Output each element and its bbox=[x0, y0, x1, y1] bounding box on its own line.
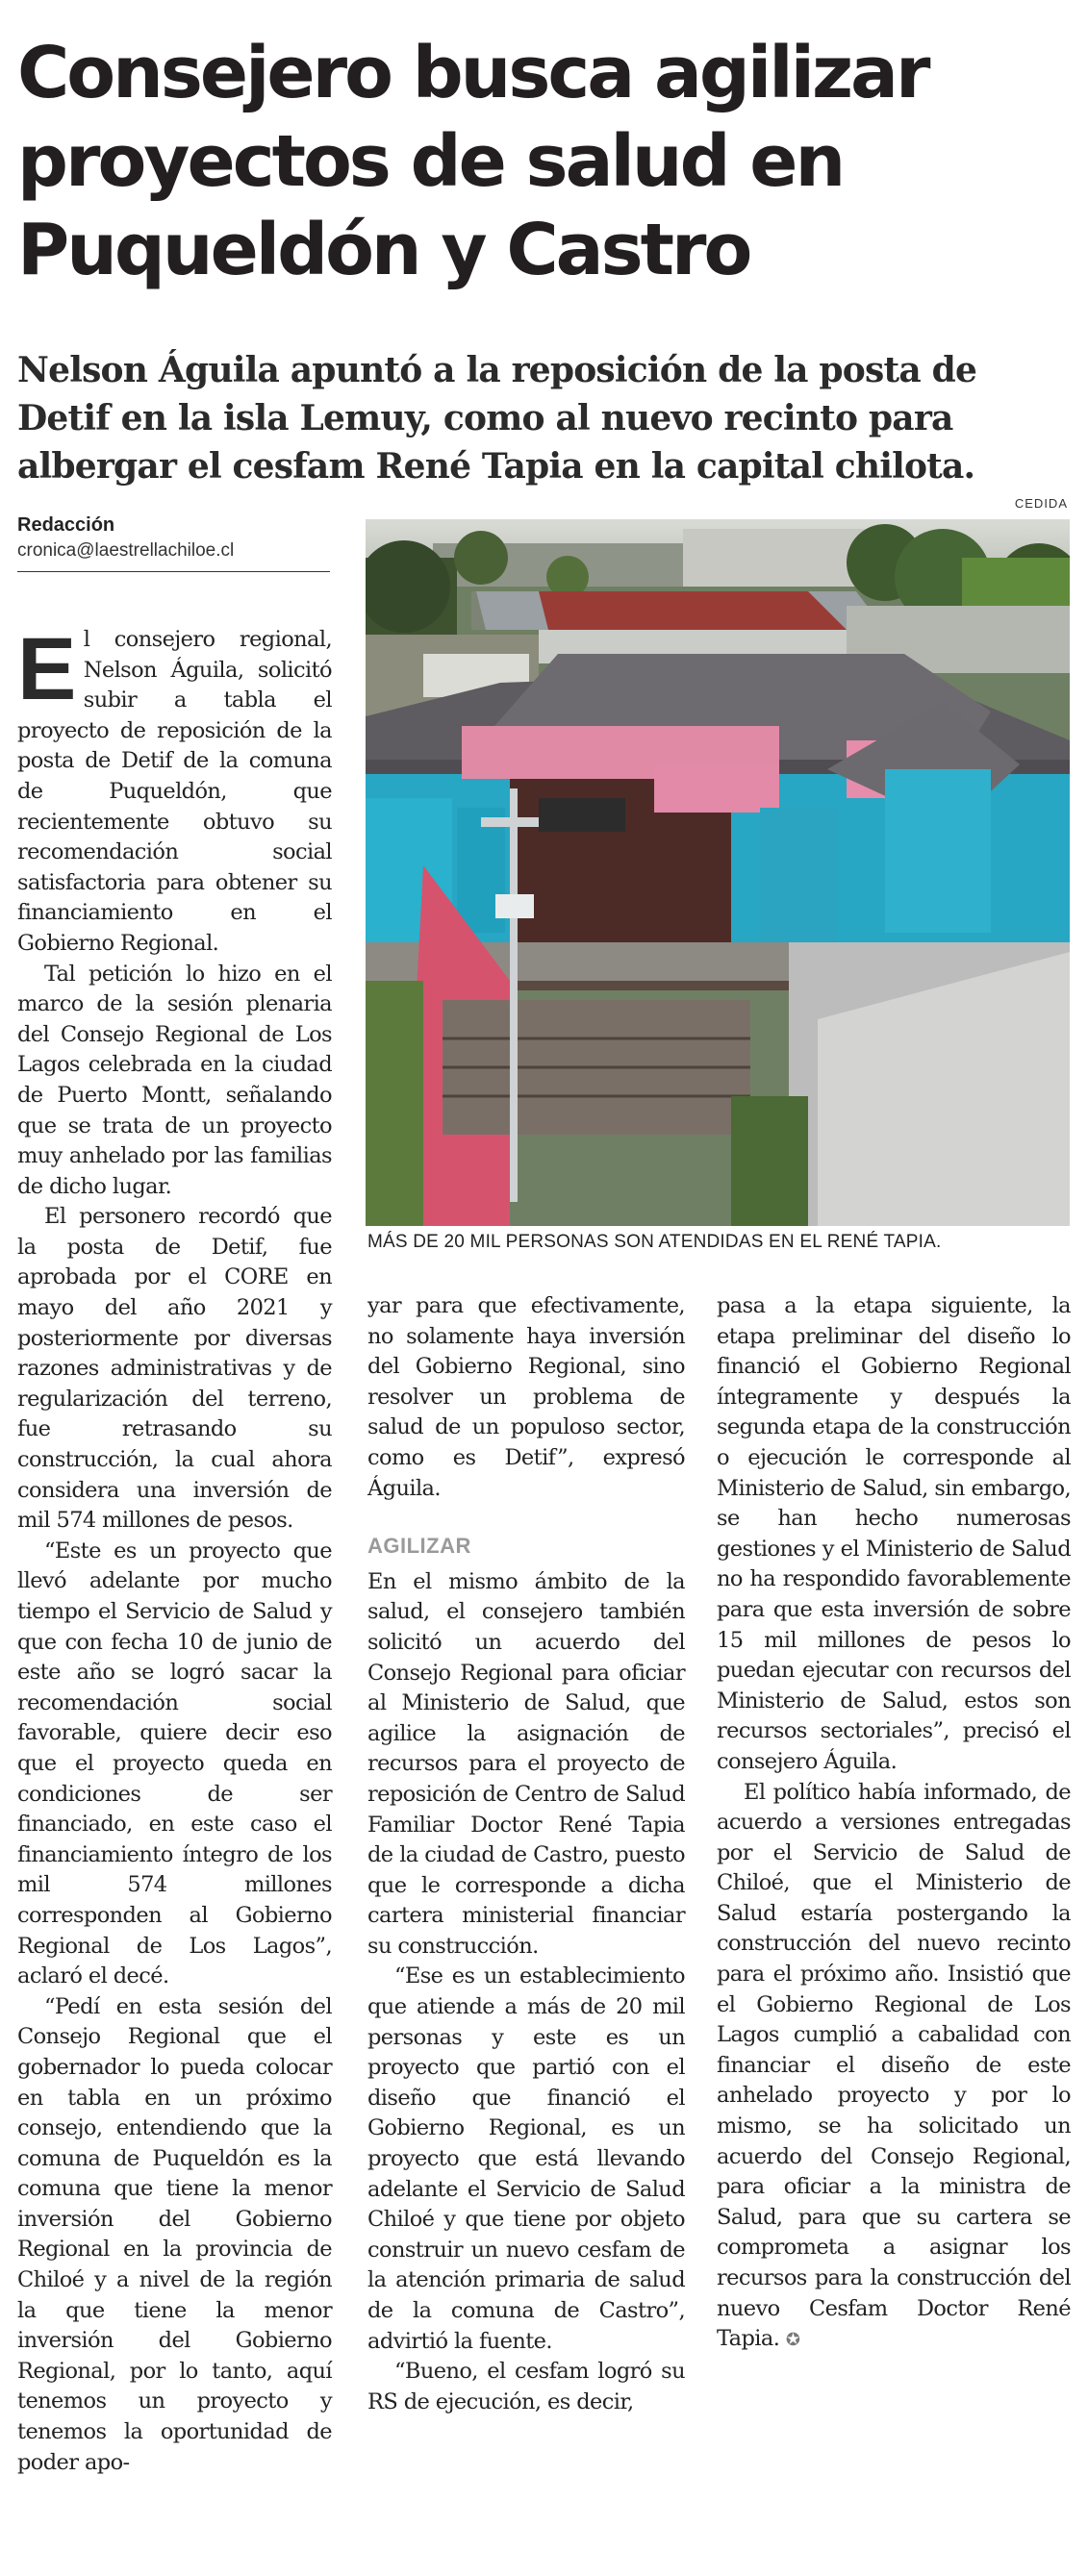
health-center-building-image bbox=[366, 519, 1070, 1226]
paragraph-text: El político había informado, de acuerdo a versiones entregadas por el Servicio de Salud de Chiloé, que el Ministerio de Salud estaría postergando la construcción del nuevo recinto para el próximo año. Insistió que el Gobierno Regional de Los Lagos cumplió a cabalidad con financiar el diseño de este anhelado proyecto y por lo mismo, se ha solicitado un acuerdo del Consejo Regional, para oficiar a la ministra de Salud, para que su cartera se comprometa a asignar los recursos para la construcción del nuevo Cesfam Doctor René Tapia. bbox=[717, 1779, 1071, 2352]
photo-credit: CEDIDA bbox=[1014, 496, 1068, 511]
paragraph bbox=[717, 1778, 1071, 2356]
paragraph: “Bueno, el cesfam logró su RS de ejecución, es decir, bbox=[367, 2359, 685, 2414]
paragraph: yar para que efectivamente, no solamente haya inversión del Gobierno Regional, sino resolver un problema de salud de un populoso sector, como es Detif”, expresó Águila. bbox=[367, 1293, 685, 1501]
article-photo bbox=[366, 519, 1070, 1226]
byline bbox=[17, 514, 330, 572]
photo-caption: MÁS DE 20 MIL PERSONAS SON ATENDIDAS EN EL RENÉ TAPIA. bbox=[367, 1232, 942, 1252]
article-column-3 bbox=[717, 1291, 1071, 2356]
article-deck: Nelson Águila apuntó a la reposición de la posta de Detif en la isla Lemuy, como al nuevo recinto para albergar el cesfam René Tapia en la capital chilota. bbox=[17, 350, 977, 487]
paragraph: l consejero regional, Nelson Águila, solicitó subir a tabla el proyecto de reposición de la posta de Detif de la comuna de Puqueldón, que recientemente obtuvo su recomendación social satisfactoria para obtener su financiamiento en el Gobierno Regional. bbox=[17, 627, 332, 956]
paragraph: “Pedí en esta sesión del Consejo Regional que el gobernador lo pueda colocar en tabla en un próximo consejo, entendiendo que la comuna de Puqueldón es la comuna que tiene la menor inversión del Gobierno Regional en la provincia de Chiloé y a nivel de la región la que tiene la menor inversión del Gobierno Regional, por lo tanto, aquí tenemos un proyecto y tenemos la oportunidad de poder apo- bbox=[17, 1993, 332, 2475]
drop-cap: E bbox=[17, 620, 76, 718]
section-subhead: AGILIZAR bbox=[367, 1534, 471, 1559]
byline-author: Redacción bbox=[17, 514, 115, 536]
paragraph: El personero recordó que la posta de Detif, fue aprobada por el CORE en mayo del año 2021 y posteriormente por diversas razones administrativas y de regularización del terreno, fue retrasando su construcción, la cual ahora considera una inversión de mil 574 millones de pesos. bbox=[17, 1204, 332, 1534]
article-headline: Consejero busca agilizar proyectos de salud en Puqueldón y Castro bbox=[17, 32, 928, 291]
paragraph: “Ese es un establecimiento que atiende a más de 20 mil personas y este es un proyecto que partió con el diseño que financió el Gobierno Regional, es un proyecto que está llevando adelante el Servicio de Salud Chiloé y que tiene por objeto construir un nuevo cesfam de la atención primaria de salud de la comuna de Castro”, advirtió la fuente. bbox=[367, 1963, 685, 2354]
article-column-1 bbox=[17, 620, 332, 2478]
paragraph: pasa a la etapa siguiente, la etapa preliminar del diseño lo financió el Gobierno Regional íntegramente y después la segunda etapa de la construcción o ejecución le corresponde al Ministerio de Salud, sin embargo, se han hecho numerosas gestiones y el Ministerio de Salud no ha respondido favorablemente para que esta inversión de sobre 15 mil millones de pesos lo puedan ejecutar con recursos del Ministerio de Salud, estos son recursos sectoriales”, precisó el consejero Águila. bbox=[717, 1293, 1071, 1774]
byline-email: cronica@laestrellachiloe.cl bbox=[17, 540, 235, 561]
paragraph: Tal petición lo hizo en el marco de la sesión plenaria del Consejo Regional de Los Lagos celebrada en la ciudad de Puerto Montt, señalando que se trata de un proyecto muy anhelado por las familias de dicho lugar. bbox=[17, 961, 332, 1199]
paragraph: En el mismo ámbito de la salud, el consejero también solicitó un acuerdo del Consejo Regional para oficiar al Ministerio de Salud, que agilice la asignación de recursos para el proyecto de reposición de Centro de Salud Familiar Doctor René Tapia de la ciudad de Castro, puesto que le corresponde a dicha cartera ministerial financiar su construcción. bbox=[367, 1568, 685, 1959]
paragraph: “Este es un proyecto que llevó adelante por mucho tiempo el Servicio de Salud y que con fecha 10 de junio de este año se logró sacar la recomendación social favorable, quiere decir eso que el proyecto queda en condiciones de ser financiado, en este caso el financiamiento íntegro de los mil 574 millones corresponden al Gobierno Regional de Los Lagos”, aclaró el decé. bbox=[17, 1538, 332, 1989]
article-column-2 bbox=[367, 1291, 685, 2417]
end-mark-icon: ✪ bbox=[785, 2330, 800, 2350]
